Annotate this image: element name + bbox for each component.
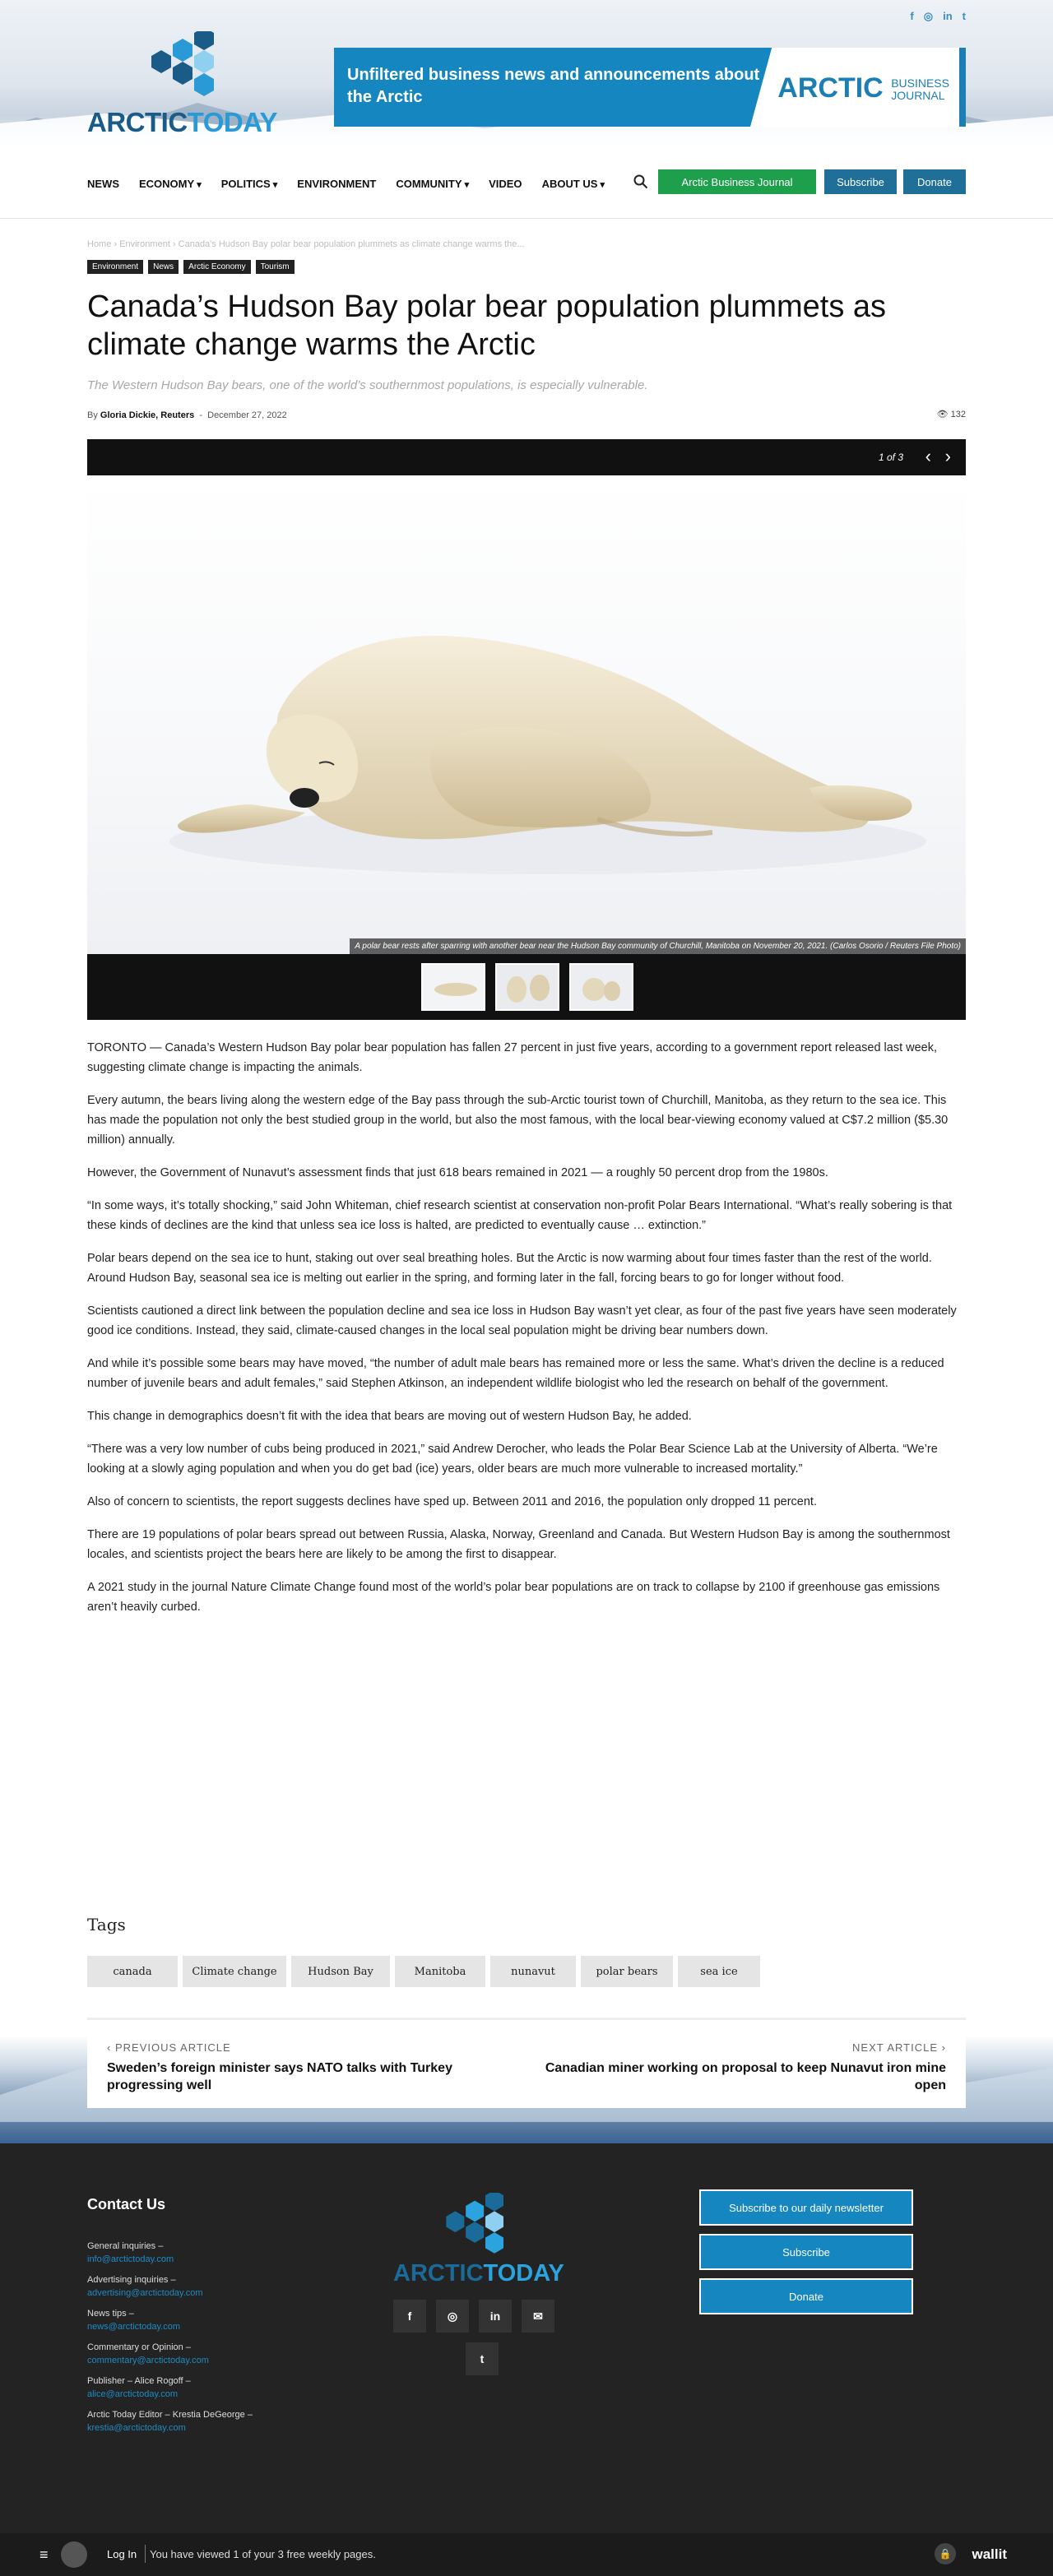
article-title: Canada’s Hudson Bay polar bear population plummets as climate change warms the Arctic bbox=[87, 290, 887, 362]
prevnext-box bbox=[87, 2018, 966, 2108]
thumbnail-image bbox=[571, 965, 632, 1009]
byline: By Gloria Dickie, Reuters - December 27, 2022 bbox=[87, 410, 287, 420]
contact-item bbox=[87, 2375, 334, 2401]
chevron-right-icon: › bbox=[941, 2041, 946, 2054]
tag-link[interactable]: Hudson Bay bbox=[291, 1956, 390, 1987]
login-link[interactable]: Log In bbox=[107, 2548, 137, 2560]
view-count bbox=[937, 409, 966, 419]
next-label-text: NEXT ARTICLE bbox=[852, 2041, 939, 2054]
thumbnail-image bbox=[497, 965, 558, 1009]
paragraph: This change in demographics doesn’t fit with the idea that bears are moving out of western Hudson Bay, he added. bbox=[87, 1410, 692, 1423]
nav-politics[interactable]: POLITICS ▾ bbox=[221, 178, 278, 190]
subscribe-button[interactable]: Subscribe bbox=[824, 169, 897, 194]
newsletter-button[interactable]: Subscribe to our daily newsletter bbox=[699, 2189, 913, 2226]
image-caption: A polar bear rests after sparring with another bear near the Hudson Bay community of Churchill, Manitoba on November 20, 2021. (Carlos Osorio / Reuters File Photo) bbox=[350, 938, 966, 954]
nav-items bbox=[87, 178, 605, 190]
facebook-icon[interactable]: f bbox=[910, 10, 914, 22]
linkedin-icon[interactable]: in bbox=[479, 2300, 512, 2333]
view-count-value: 132 bbox=[950, 410, 966, 419]
prev-article-title[interactable]: Sweden’s foreign minister says NATO talks with Turkey progressing well bbox=[107, 2061, 452, 2092]
category-tag[interactable]: Tourism bbox=[256, 260, 295, 274]
gallery-count: 1 of 3 bbox=[878, 452, 903, 463]
footer-logo-part1: ARCTIC bbox=[393, 2260, 484, 2286]
tag-link[interactable]: sea ice bbox=[678, 1956, 760, 1987]
twitter-icon[interactable]: t bbox=[962, 10, 966, 22]
divider bbox=[145, 2545, 146, 2563]
footer-logo[interactable] bbox=[393, 2193, 564, 2300]
logo-hex-icon bbox=[431, 2193, 522, 2255]
tag-link[interactable]: Climate change bbox=[183, 1956, 286, 1987]
main-nav bbox=[0, 148, 1053, 219]
facebook-icon[interactable]: f bbox=[393, 2300, 426, 2333]
paragraph: Polar bears depend on the sea ice to hunt, staking out over seal breathing holes. But the Arctic is now warming about four times faster than the rest of the world. Around Hudson Bay, seasonal sea ice is melting out earlier in the spring, and forming later in the fall, forcing bears to go for longer without food. bbox=[87, 1252, 932, 1285]
tags-heading: Tags bbox=[87, 1915, 126, 1934]
footer-donate-button[interactable]: Donate bbox=[699, 2278, 913, 2314]
contact-heading: Contact Us bbox=[87, 2196, 166, 2212]
gallery-thumbnail[interactable] bbox=[569, 963, 633, 1011]
logo-part1: ARCTIC bbox=[87, 107, 188, 137]
nav-community[interactable]: COMMUNITY ▾ bbox=[396, 178, 469, 190]
contact-email[interactable]: commentary@arctictoday.com bbox=[87, 2356, 209, 2365]
twitter-icon[interactable]: t bbox=[466, 2342, 499, 2375]
logo-hex-icon bbox=[135, 31, 234, 97]
nav-environment[interactable]: ENVIRONMENT bbox=[297, 178, 377, 190]
paragraph: Also of concern to scientists, the report suggests declines have sped up. Between 2011 and 2016, the population only dropped 11 percent. bbox=[87, 1495, 817, 1508]
paragraph: TORONTO — Canada’s Western Hudson Bay polar bear population has fallen 27 percent in just five years, according to a government report released last week, suggesting climate change is impacting the animals. bbox=[87, 1041, 938, 1074]
contact-label: News tips – bbox=[87, 2309, 134, 2319]
category-tag[interactable]: Environment bbox=[87, 260, 143, 274]
site-header bbox=[0, 0, 1053, 148]
chevron-right-icon[interactable]: › bbox=[944, 446, 951, 466]
contact-item bbox=[87, 2274, 334, 2300]
paragraph: There are 19 populations of polar bears spread out between Russia, Alaska, Norway, Greenland and Canada. But Western Hudson Bay is among the southernmost locales, and scientists project the bears here are likely to be among the first to disappear. bbox=[87, 1528, 950, 1561]
byline-by: By bbox=[87, 410, 98, 420]
tag-link[interactable]: Manitoba bbox=[395, 1956, 485, 1987]
avatar[interactable] bbox=[61, 2541, 87, 2568]
tag-link[interactable]: nunavut bbox=[490, 1956, 576, 1987]
paragraph: And while it’s possible some bears may have moved, “the number of adult male bears has remained more or less the same. What’s driven the decline is a reduced number of juvenile bears and adult females,” said Stephen Atkinson, an independent wildlife biologist who led the research on behalf of the government. bbox=[87, 1357, 944, 1390]
mail-icon[interactable]: ✉ bbox=[522, 2300, 554, 2333]
nav-economy[interactable]: ECONOMY ▾ bbox=[139, 178, 202, 190]
category-tag[interactable]: Arctic Economy bbox=[183, 260, 250, 274]
contact-item bbox=[87, 2409, 334, 2435]
gallery-thumbnails bbox=[87, 954, 966, 1020]
tag-link[interactable]: polar bears bbox=[581, 1956, 673, 1987]
article-subtitle: The Western Hudson Bay bears, one of the world’s southernmost populations, is especially vulnerable. bbox=[87, 378, 648, 392]
nav-video[interactable]: VIDEO bbox=[489, 178, 522, 190]
wallit-logo[interactable]: wallit bbox=[972, 2546, 1007, 2562]
banner-accent-bar bbox=[959, 48, 966, 127]
footer-logo-part2: TODAY bbox=[483, 2260, 564, 2286]
prev-article-label[interactable] bbox=[107, 2041, 231, 2054]
gallery-header bbox=[87, 439, 966, 475]
contact-label: Commentary or Opinion – bbox=[87, 2342, 191, 2352]
instagram-icon[interactable]: ◎ bbox=[923, 10, 934, 22]
contact-label: Publisher – Alice Rogoff – bbox=[87, 2376, 191, 2386]
polar-bear-image bbox=[87, 475, 966, 954]
chevron-left-icon[interactable]: ‹ bbox=[925, 446, 931, 466]
author-link[interactable]: Gloria Dickie, Reuters bbox=[100, 410, 195, 420]
banner-brand-small2: JOURNAL bbox=[891, 89, 945, 103]
contact-label: Arctic Today Editor – Krestia DeGeorge – bbox=[87, 2410, 253, 2420]
paragraph: Scientists cautioned a direct link between the population decline and sea ice loss in Hudson Bay wasn’t yet clear, as four of the past five years have seen moderately good ice conditions. Instead, they said, climate-caused changes in the local seal population might be driving bear numbers down. bbox=[87, 1304, 957, 1337]
contact-email[interactable]: krestia@arctictoday.com bbox=[87, 2423, 186, 2433]
banner-brand-main: ARCTIC bbox=[777, 72, 884, 104]
contact-email[interactable]: advertising@arctictoday.com bbox=[87, 2288, 203, 2298]
logo-wordmark bbox=[87, 107, 277, 138]
article-body bbox=[87, 1038, 966, 1630]
next-article-label[interactable] bbox=[852, 2041, 946, 2054]
search-icon[interactable] bbox=[633, 174, 648, 189]
paragraph: However, the Government of Nunavut’s assessment finds that just 618 bears remained in 2021 — a roughly 50 percent drop from the 1980s. bbox=[87, 1166, 828, 1179]
ad-banner[interactable] bbox=[334, 48, 966, 127]
header-social bbox=[910, 10, 966, 23]
gallery-thumbnail[interactable] bbox=[495, 963, 559, 1011]
paragraph: “There was a very low number of cubs being produced in 2021,” said Andrew Derocher, who leads the Polar Bear Science Lab at the University of Alberta. “We’re looking at a slowly aging population and when you do get bad (ice) years, older bears are much more vulnerable to increased mortality.” bbox=[87, 1443, 938, 1476]
paragraph: Every autumn, the bears living along the western edge of the Bay pass through the sub-Arctic tourist town of Churchill, Manitoba, as they return to the sea ice. This has made the population not only the best studied group in the world, but also the most famous, with the local bear-viewing economy valued at C$7.2 million ($5.30 million) annually. bbox=[87, 1094, 949, 1147]
contact-item bbox=[87, 2342, 334, 2367]
logo-part2: TODAY bbox=[187, 107, 278, 137]
lock-icon: 🔒 bbox=[935, 2543, 956, 2564]
next-article-title[interactable]: Canadian miner working on proposal to keep Nunavut iron mine open bbox=[545, 2061, 946, 2092]
site-footer bbox=[0, 2143, 1053, 2533]
nav-about-us[interactable]: ABOUT US ▾ bbox=[542, 178, 605, 190]
tag-list bbox=[87, 1956, 760, 1987]
eye-icon: 👁 bbox=[936, 410, 949, 419]
chevron-left-icon: ‹ bbox=[107, 2041, 112, 2054]
nav-news[interactable]: NEWS bbox=[87, 178, 119, 190]
linkedin-icon[interactable]: in bbox=[943, 10, 953, 22]
banner-brand bbox=[777, 72, 949, 104]
prev-label-text: PREVIOUS ARTICLE bbox=[114, 2041, 231, 2054]
breadcrumb[interactable]: Home › Environment › Canada's Hudson Bay polar bear population plummets as climate change warms the... bbox=[87, 239, 525, 249]
category-tag[interactable]: News bbox=[148, 260, 179, 274]
tag-link[interactable]: canada bbox=[87, 1956, 178, 1987]
thumbnail-image bbox=[423, 965, 484, 1009]
instagram-icon[interactable]: ◎ bbox=[436, 2300, 469, 2333]
arctic-business-journal-button[interactable]: Arctic Business Journal bbox=[658, 169, 816, 194]
donate-button[interactable]: Donate bbox=[903, 169, 966, 194]
contact-label: Advertising inquiries – bbox=[87, 2275, 176, 2285]
contact-item bbox=[87, 2308, 334, 2333]
contact-label: General inquiries – bbox=[87, 2241, 164, 2251]
site-logo[interactable] bbox=[87, 31, 293, 138]
footer-social bbox=[393, 2300, 554, 2333]
page-meter-message: You have viewed 1 of your 3 free weekly pages. bbox=[150, 2548, 376, 2560]
contact-list bbox=[87, 2240, 334, 2443]
contact-item bbox=[87, 2240, 334, 2266]
paragraph: “In some ways, it’s totally shocking,” said John Whiteman, chief research scientist at conservation non-profit Polar Bears International. “What’s really sobering is that these kinds of declines are the kind that unless sea ice loss is halted, are predicted to eventually cause … extinction.” bbox=[87, 1199, 953, 1232]
menu-icon[interactable]: ≡ bbox=[39, 2546, 49, 2563]
gallery-thumbnail[interactable] bbox=[421, 963, 485, 1011]
paywall-bar bbox=[0, 2533, 1053, 2576]
footer-subscribe-button[interactable]: Subscribe bbox=[699, 2234, 913, 2270]
contact-email[interactable]: alice@arctictoday.com bbox=[87, 2389, 178, 2399]
contact-email[interactable]: info@arctictoday.com bbox=[87, 2254, 174, 2264]
gallery-image[interactable] bbox=[87, 475, 966, 954]
paragraph: A 2021 study in the journal Nature Climate Change found most of the world’s polar bear populations are on track to collapse by 2100 if greenhouse gas emissions aren’t heavily curbed. bbox=[87, 1581, 940, 1614]
banner-text: Unfiltered business news and announcements about the Arctic bbox=[347, 66, 760, 106]
footer-logo-wordmark bbox=[393, 2260, 564, 2287]
category-tags bbox=[87, 260, 295, 274]
contact-email[interactable]: news@arctictoday.com bbox=[87, 2322, 181, 2332]
article-date: December 27, 2022 bbox=[207, 410, 287, 420]
banner-brand-small1: BUSINESS bbox=[891, 76, 949, 90]
